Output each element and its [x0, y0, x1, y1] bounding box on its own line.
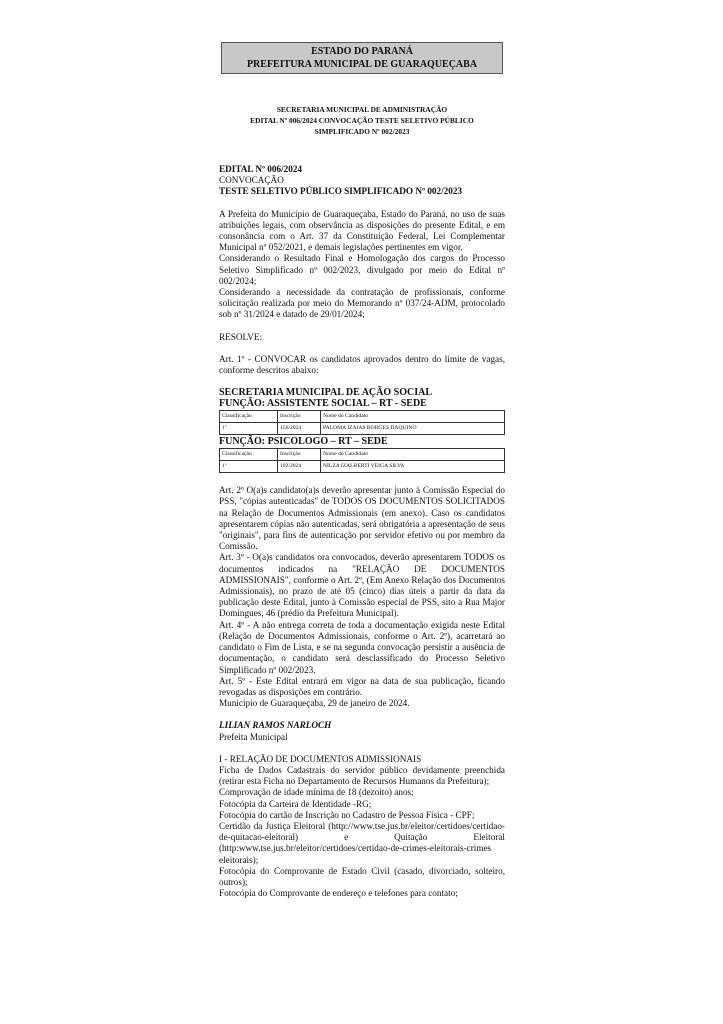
funcao-2-table — [219, 448, 505, 473]
document-item: Ficha de Dados Cadastrais do servidor público devidamente preenchida (retirar esta Ficha no Departamento de Recursos Humanos da Prefeitura); — [219, 764, 505, 787]
document-item: Comprovação de idade mínima de 18 (dezoito) anos; — [219, 787, 414, 798]
letterhead-box — [221, 42, 503, 74]
article-1: Art. 1º - CONVOCAR os candidatos aprovados dentro do limite de vagas, conforme descritos abaixo: — [219, 353, 505, 376]
cell-inscricao: 192/2024 — [278, 461, 321, 473]
secretaria-heading: SECRETARIA MUNICIPAL DE AÇÃO SOCIAL — [219, 387, 432, 399]
documents-heading: I - RELAÇÃO DE DOCUMENTOS ADMISSIONAIS — [219, 753, 422, 764]
header-nome: Nome do Candidato — [321, 411, 505, 423]
signatory-role: Prefeita Municipal — [219, 731, 288, 742]
edital-number: EDITAL Nº 006/2024 — [219, 164, 303, 174]
edital-title: TESTE SELETIVO PÚBLICO SIMPLIFICADO Nº 002/2023 — [219, 186, 463, 197]
subheader-line-2: EDITAL Nº 006/2024 CONVOCAÇÃO TESTE SELETIVO PÚBLICO — [250, 116, 474, 125]
article-4: Art. 4º - A não entrega correta de toda a documentação exigida neste Edital (Relação de Documentos Admissionais, conforme o Art. 2º), acarretará ao candidato o Fim de Lista, e se na segunda convocação persistir a ausência de documentação, o candidato será desclassificado do Processo Seletivo Simplificado nº 002/2023. — [219, 619, 505, 675]
cell-classificacao: 1º — [220, 461, 278, 473]
preamble-paragraph-1: A Prefeita do Município de Guaraqueçaba, Estado do Paraná, no uso de suas atribuições legais, com observância as disposições do presente Edital, e em consonância com o Art. 37 da Constituição Federal, Lei Complementar Municipal nº 052/2021, e demais legislações pertinentes em vigor, — [219, 208, 505, 253]
funcao-1-table — [219, 410, 505, 435]
state-name: ESTADO DO PARANÁ — [311, 46, 413, 57]
document-item: Fotocópia do Comprovante de Estado Civil (casado, divorciado, solteiro, outros); — [219, 865, 505, 887]
article-3: Art. 3º - O(a)s candidatos ora convocados, deverão apresentarem TODOS os documentos indicados na "RELAÇÃO DE DOCUMENTOS ADMISSIONAIS", conforme o Art. 2º, (Em Anexo Relação dos Documentos Admissionais), no prazo de até 05 (cinco) dias úteis a partir da data da publicação deste Edital, junto à Comissão especial de PSS, sito a Rua Major Domingues, 46 (prédio da Prefeitura Municipal). — [219, 552, 505, 619]
table-row — [220, 423, 505, 435]
article-5: Art. 5º - Este Edital entrará em vigor na data de sua publicação, ficando revogadas as disposições em contrário. — [219, 675, 505, 697]
subheader-line-1: SECRETARIA MUNICIPAL DE ADMINISTRAÇÃO — [276, 105, 448, 114]
document-item: Fotocópia da Carteira de Identidade -RG; — [219, 798, 372, 809]
document-item: Fotocópia do Comprovante de endereço e telefones para contato; — [219, 888, 458, 899]
cell-inscricao: 156/2024 — [278, 423, 321, 435]
header-nome: Nome do Candidato — [321, 449, 505, 461]
document-subheader — [221, 104, 503, 137]
subheader-line-3: SIMPLIFICADO Nº 002/2023 — [314, 127, 410, 136]
cell-classificacao: 1º — [220, 423, 278, 435]
edital-type: CONVOCAÇÃO — [219, 175, 284, 186]
table-header-row — [220, 449, 505, 461]
document-item: Certidão da Justiça Eleitoral (http://www.tse.jus.br/eleitor/certidoes/certidao-de-quitacao-eleitoral) e Quitação Eleitoral (http:www.tse.jus.br/eleitor/certidoes/certidao-de-crimes-eleitorais-crimes eleitorais); — [219, 820, 505, 865]
municipality-name: PREFEITURA MUNICIPAL DE GUARAQUEÇABA — [246, 59, 478, 70]
document-item: Fotocópia do cartão de Inscrição no Cadastro de Pessoa Física - CPF; — [219, 809, 475, 820]
table-row — [220, 461, 505, 473]
signatory-name: LILIAN RAMOS NARLOCH — [219, 720, 332, 731]
header-inscricao: Inscrição — [278, 411, 321, 423]
header-classificacao: Classificação — [220, 411, 278, 423]
funcao-2-heading: FUNÇÃO: PSICOLOGO – RT – SEDE — [219, 436, 388, 448]
preamble-paragraph-2: Considerando o Resultado Final e Homologação dos cargos do Processo Seletivo Simplificado nº 002/2023, divulgado por meio do Edital nº 002/2024; — [219, 253, 505, 286]
header-inscricao: Inscrição — [278, 449, 321, 461]
table-header-row — [220, 411, 505, 423]
resolve-heading: RESOLVE: — [219, 331, 263, 342]
place-date: Município de Guaraqueçaba, 29 de janeiro de 2024. — [219, 698, 410, 709]
cell-nome: PALOMA IZAIAS BORGES DAQUINO — [321, 423, 505, 435]
funcao-1-heading: FUNÇÃO: ASSISTENTE SOCIAL – RT - SEDE — [219, 398, 427, 410]
document-body — [219, 164, 505, 899]
article-2: Art. 2º O(a)s candidato(a)s deverão apresentar junto à Comissão Especial do PSS, "cópias autenticadas" de TODOS OS DOCUMENTOS SOLICITADOS na Relação de Documentos Admissionais (em anexo). Caso os candidatos apresentarem cópias não autenticadas, será obrigatória a apresentação de seus "originais", para fins de autenticação por servidor efetivo ou por membro da Comissão. — [219, 485, 505, 552]
preamble-paragraph-3: Considerando a necessidade da contratação de profissionais, conforme solicitação realizada por meio do Memorando nº 037/24-ADM, protocolado sob nº 31/2024 e datado de 29/01/2024; — [219, 287, 505, 320]
cell-nome: NILZA IZALBERTI VEIGA SILVA — [321, 461, 505, 473]
header-classificacao: Classificação — [220, 449, 278, 461]
